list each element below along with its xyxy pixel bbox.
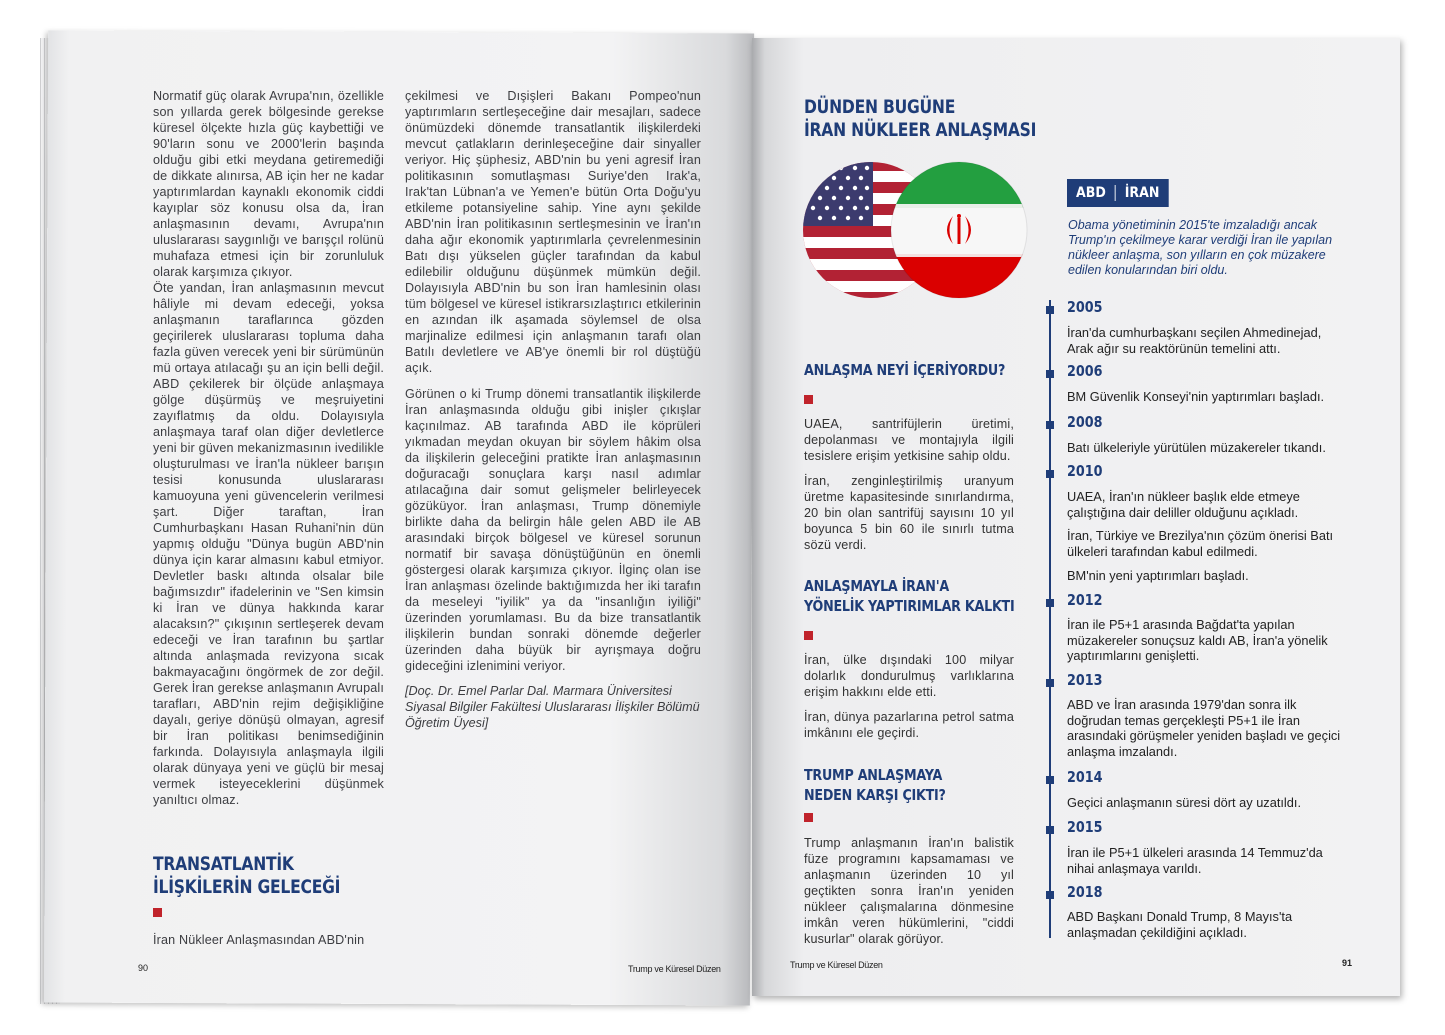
badge-divider bbox=[1115, 185, 1116, 201]
body-paragraph: Görünen o ki Trump dönemi transatlantik ilişkilerde İran anlaşmasında olduğu gibi inişler çıkışlar kaçınılmaz. AB tarafında ABD ile köprüleri yıkmadan meydan okuyan bir söylem hâkim olsa da ilişkilerin geleceğini pratikte İran anlaşmasının doğuracağı sonuçlara karşı nasıl adımlar atılacağına dair somut gelişmeler belirleyecek gözüküyor. İran anlaşması, Trump dönemiyle birlikte daha da belirgin hâle gelen ABD ile AB arasındaki birçok bölgesel ve küresel sorunun normatif bir savaşa dönüştüğünün en önemli göstergesi olarak karşımıza çıkıyor. İlginç olan ise İran anlaşması özelinde baktığımızda her iki tarafın da meseleyi "iyilik" ya da "insanlığın iyiliği" üzerinden yorumlaması. Bu da bize transatlantik ilişkilerin bundan sonraki dönemde değerler üzerinden daha büyük bir ayrışmaya doğru gideceğini izlenimini veriyor. bbox=[405, 387, 701, 673]
timeline-dot bbox=[1046, 679, 1054, 687]
timeline-line bbox=[1049, 300, 1051, 938]
timeline-dot bbox=[1046, 826, 1054, 834]
section-heading: TRUMP ANLAŞMAYA NEDEN KARŞI ÇIKTI? bbox=[804, 766, 946, 804]
author-citation: [Doç. Dr. Emel Parlar Dal. Marmara Üniversitesi Siyasal Bilgiler Fakültesi Uluslararası İlişkiler Bölümü Öğretim Üyesi] bbox=[405, 684, 700, 730]
badge-right-label: İRAN bbox=[1124, 185, 1160, 201]
section-marker bbox=[153, 908, 162, 917]
timeline-year: 2015 bbox=[1067, 818, 1103, 836]
timeline-year: 2012 bbox=[1067, 591, 1103, 609]
timeline-dot bbox=[1046, 470, 1054, 478]
timeline-year: 2018 bbox=[1067, 883, 1103, 901]
timeline-entry: İran, Türkiye ve Brezilya'nın çözüm önerisi Batı ülkeleri tarafından kabul edilmedi. bbox=[1067, 528, 1334, 559]
running-title-right: Trump ve Küresel Düzen bbox=[790, 960, 883, 970]
left-column-2 bbox=[405, 88, 701, 674]
timeline-year: 2010 bbox=[1067, 462, 1103, 480]
running-title-left: Trump ve Küresel Düzen bbox=[628, 964, 721, 974]
section-heading: ANLAŞMA NEYİ İÇERİYORDU? bbox=[804, 361, 1006, 379]
section-body: UAEA, santrifüjlerin üretimi, depolanması ve montajıyla ilgili tesislere erişim yetkisine sahip oldu. İran, zenginleştirilmiş uranyum üretme kapasitesinde sınırlandırma, 20 bin olan santrifüj sayısını 10 yıl boyunca 5 bin 60 ile sınırlı tutma sözü verdi. bbox=[804, 417, 1014, 552]
timeline-entry: İran ile P5+1 arasında Bağdat'ta yapılan müzakereler sonuçsuz kaldı AB, İran'a yönelik yaptırımlarını genişletti. bbox=[1067, 617, 1328, 663]
timeline-dot bbox=[1046, 421, 1054, 429]
timeline-dot bbox=[1046, 306, 1054, 314]
intro-text: Obama yönetiminin 2015'te imzaladığı ancak Trump'ın çekilmeye karar verdiği İran ile yapılan nükleer anlaşma, son yılların en çok müzakere edilen konularından biri oldu. bbox=[1068, 218, 1333, 277]
body-paragraph: Öte yandan, İran anlaşmasının mevcut hâliyle mi devam edeceği, yoksa anlaşmanın taraflarınca gözden geçirilerek uluslararası topluma daha fazla güven verecek yeni bir sürümünün mü ortaya atılacağı şu an için belli değil. ABD çekilerek bir ölçüde anlaşmaya gölge düşürmüş ve meşruiyetini zayıflatmış da oldu. Dolayısıyla anlaşmaya taraf olan diğer devletlerce yeni bir güven mekanizmasının ivedilikle oluşturulması ve İran'la nükleer barışın tesisi konusunda uluslararası kamuoyuna yeni güvencelerin verilmesi şart. Diğer taraftan, İran Cumhurbaşkanı Hasan Ruhani'nin dün yapmış olduğu "Dünya bugün ABD'nin dünya için karar almasını kabul etmiyor. Devletler baskı altında olsalar bile bağımsızdır" ifadelerinin ve "Sen kimsin ki İran ve dünya hakkında karar alacaksın?" çıkışının sertleşerek devam edeceği ve İran tarafının bu şartlar altında anlaşmada revizyona sıcak bakmayacağını öngörmek de zor değil. Gerek İran gerekse anlaşmanın Avrupalı tarafları, ABD'nin rejim değişikliğine dayalı, geriye dönüşü olmayan, agresif bir İran politikası benimsediğinin farkında. Dolayısıyla anlaşmayla ilgili olarak dünyaya yeni ve güçlü bir mesaj vermek isteyeceklerini düşünmek yanıltıcı olmaz. bbox=[153, 281, 384, 807]
timeline-entry: İran'da cumhurbaşkanı seçilen Ahmedinejad, Arak ağır su reaktörünün temelini attı. bbox=[1067, 325, 1322, 356]
timeline-entry: BM'nin yeni yaptırımları başladı. bbox=[1067, 568, 1249, 583]
timeline-entry: İran ile P5+1 ülkeleri arasında 14 Temmuz'da nihai anlaşmaya varıldı. bbox=[1067, 845, 1323, 876]
timeline-entry: BM Güvenlik Konseyi'nin yaptırımları başladı. bbox=[1067, 389, 1325, 404]
section-marker bbox=[804, 631, 813, 640]
timeline-year: 2008 bbox=[1067, 413, 1103, 431]
section-heading: ANLAŞMAYLA İRAN'A YÖNELİK YAPTIRIMLAR KALKTI bbox=[804, 577, 1015, 615]
timeline-entry: Batı ülkeleriyle yürütülen müzakereler tıkandı. bbox=[1067, 440, 1326, 455]
page-title: DÜNDEN BUGÜNE İRAN NÜKLEER ANLAŞMASI bbox=[804, 96, 1037, 141]
country-badge bbox=[1067, 179, 1168, 207]
timeline-entry: ABD ve İran arasında 1979'dan sonra ilk doğrudan temas gerçekleşti P5+1 ile İran arasındaki görüşmeler yeniden başladı ve geçici anlaşma imzalandı. bbox=[1067, 697, 1341, 759]
timeline-year: 2005 bbox=[1067, 298, 1103, 316]
body-paragraph: çekilmesi ve Dışişleri Bakanı Pompeo'nun yaptırımların sertleşeceğine dair mesajları, sadece önümüzdeki dönemde transatlantik ilişkilerdeki mevcut çatlakların derinleşeceğine dair sinyaller veriyor. Hiç şüphesiz, ABD'nin bu yeni agresif İran politikasının somutlaşması Suriye'den Irak'a, Irak'tan Lübnan'a ve Yemen'e bütün Orta Doğu'yu etkileme potansiyeline sahip. Yine aynı şekilde ABD'nin İran politikasının sertleşmesinin ve İran'ın daha ağır ekonomik yaptırımlarla çevrelenmesinin Batı dışı yükselen güçler tarafından da kabul edilebilir olduğunu düşünmek mümkün değil. Dolayısıyla ABD'nin bu son İran hamlesinin olası tüm bölgesel ve küresel istikrarsızlaştırıcı etkilerinin en azından ilk aşamada söylemsel de olsa marjinalize edilmesi için anlaşmanın tarafı olan Batılı devletlere ve AB'ye önemli bir rol düştüğü açık. bbox=[405, 89, 701, 375]
timeline-year: 2013 bbox=[1067, 671, 1103, 689]
timeline-entry: Geçici anlaşmanın süresi dört ay uzatıldı. bbox=[1067, 795, 1302, 810]
badge-left-label: ABD bbox=[1076, 185, 1106, 201]
timeline-dot bbox=[1046, 599, 1054, 607]
page-number-right: 91 bbox=[1342, 958, 1353, 968]
body-paragraph: Normatif güç olarak Avrupa'nın, özellikle son yıllarda gerek bölgesinde gerekse küresel ölçekte hızla güç kaybettiği ve 90'ların sonu ve 2000'lerin başında olduğu gibi etki meydana getiremediği de dikkate alınırsa, AB için her ne kadar yaptırımlardan kaynaklı ekonomik ciddi kayıplar söz konusu olsa da, İran anlaşmasının devamı, Avrupa'nın uluslararası saygınlığı ve barışçıl rolünü muhafaza etmesi için bir zorunluluk olarak karşımıza çıkıyor. bbox=[153, 89, 384, 279]
section-body: Trump anlaşmanın İran'ın balistik füze programını kapsamaması ve anlaşmanın üzerinden 10 yıl geçtikten sonra İran'ın yeniden nükleer çalışmalarına dönmesine imkân veren hükümlerini, "ciddi kusurlar" olarak görüyor. bbox=[804, 836, 1014, 946]
section-intro-text: İran Nükleer Anlaşmasından ABD'nin bbox=[153, 933, 365, 947]
timeline-dot bbox=[1046, 370, 1054, 378]
section-marker bbox=[804, 813, 813, 822]
left-column-1 bbox=[153, 88, 384, 808]
section-marker bbox=[804, 395, 813, 404]
timeline-entry: ABD Başkanı Donald Trump, 8 Mayıs'ta anlaşmadan çekildiğini açıkladı. bbox=[1067, 909, 1293, 940]
timeline-dot bbox=[1046, 891, 1054, 899]
timeline-dot bbox=[1046, 776, 1054, 784]
timeline-year: 2014 bbox=[1067, 768, 1103, 786]
timeline-year: 2006 bbox=[1067, 362, 1103, 380]
page-number-left: 90 bbox=[138, 963, 149, 973]
timeline-entry: UAEA, İran'ın nükleer başlık elde etmeye çalıştığına dair deliller olduğunu açıkladı. bbox=[1067, 489, 1300, 520]
section-body: İran, ülke dışındaki 100 milyar dolarlık dondurulmuş varlıklarına erişim hakkını elde etti. İran, dünya pazarlarına petrol satma imkânını ele geçirdi. bbox=[804, 653, 1014, 740]
flags-illustration bbox=[803, 160, 1029, 302]
section-heading: TRANSATLANTİK İLİŞKİLERİN GELECEĞİ bbox=[153, 853, 341, 898]
